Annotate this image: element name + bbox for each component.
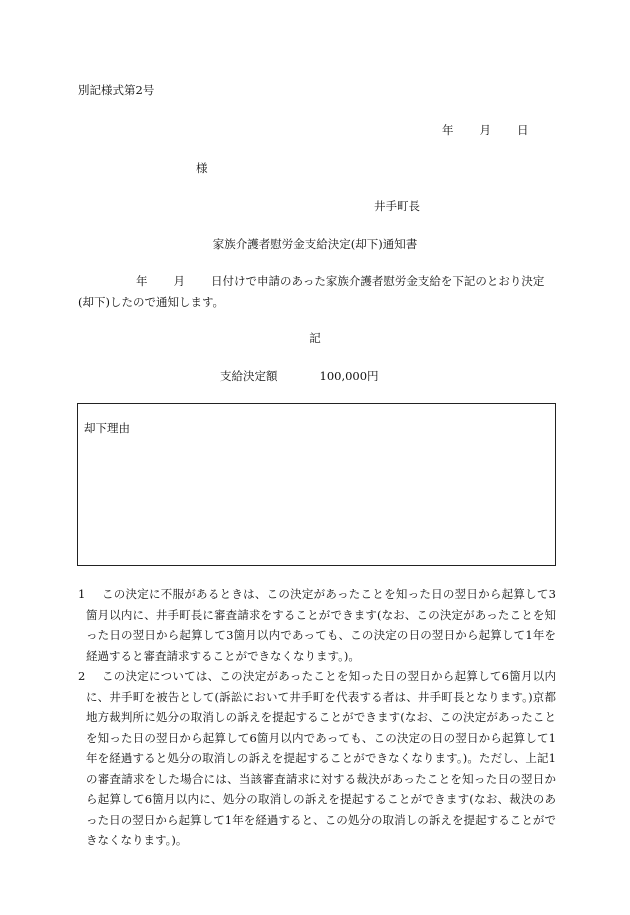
amount-value: 100,000円 — [319, 369, 379, 383]
body-text-line2: (却下)したので通知します。 — [78, 295, 225, 309]
date-year: 年 — [442, 123, 454, 137]
reason-box — [77, 403, 556, 566]
date-month: 月 — [479, 123, 491, 137]
addressee-suffix: 様 — [196, 161, 208, 175]
date-day: 日 — [517, 123, 529, 137]
body-year: 年 — [136, 274, 148, 288]
form-number: 別記様式第2号 — [78, 83, 155, 97]
amount-row — [220, 368, 379, 384]
ki-heading: 記 — [309, 331, 321, 345]
note-number: 2 — [78, 669, 86, 683]
reason-label: 却下理由 — [84, 421, 130, 435]
note-number: 1 — [78, 587, 86, 601]
body-paragraph — [78, 271, 553, 313]
note-text: この決定については、この決定があったことを知った日の翌日から起算して6箇月以内に、井手町を被告として(訴訟において井手町を代表する者は、井手町長となります。)京都地方裁判所に処分の取消しの訴えを提起することができます(なお、この決定があったことを知った日の翌日から起算して6箇月以内であっても、この決定の日の翌日から起算して1年を経過すると処分の取消しの訴えを提起することができなくなります。)。ただし、上記1の審査請求をした場合には、当該審査請求に対する裁決があったことを知った日の翌日から起算して6箇月以内に、処分の取消しの訴えを提起することができます(なお、裁決のあった日の翌日から起算して1年を経過すると、この処分の取消しの訴えを提起することができなくなります。)。 — [86, 669, 556, 847]
body-month: 月 — [173, 274, 185, 288]
note-text: この決定に不服があるときは、この決定があったことを知った日の翌日から起算して3箇月以内に、井手町長に審査請求をすることができます(なお、この決定があったことを知った日の翌日から起算して3箇月以内であっても、この決定の日の翌日から起算して1年を経過すると審査請求することができなくなります。)。 — [86, 587, 556, 663]
document-title: 家族介護者慰労金支給決定(却下)通知書 — [212, 237, 418, 251]
amount-label: 支給決定額 — [220, 369, 278, 383]
issuer: 井手町長 — [374, 199, 420, 213]
notes-list — [78, 584, 556, 851]
date-line — [442, 122, 529, 138]
note-item — [78, 584, 556, 666]
body-text-line1: 日付けで申請のあった家族介護者慰労金支給を下記のとおり決定 — [211, 274, 545, 288]
note-item — [78, 666, 556, 851]
